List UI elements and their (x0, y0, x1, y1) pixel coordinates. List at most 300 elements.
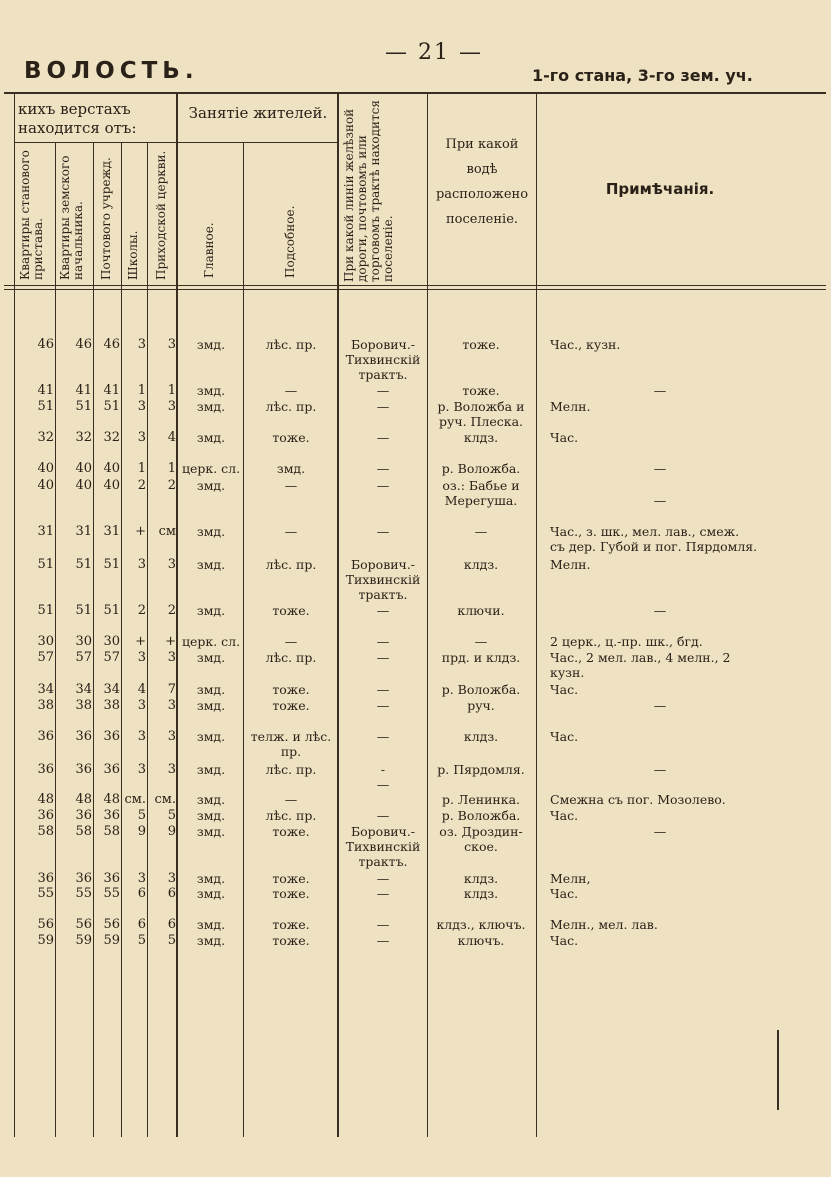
occupation-aux-text: лѣс. пр. (265, 557, 317, 572)
distance-stanovoy-cell (14, 762, 54, 777)
occupation-main-cell (178, 917, 244, 932)
road-line-cell (338, 762, 428, 792)
road-line-cell (338, 337, 428, 382)
water-body-text: тоже. (462, 383, 500, 398)
water-body-cell (428, 383, 534, 398)
distance-shkoly-text: 4 (137, 682, 146, 697)
distance-tserkov-text: см. (154, 792, 176, 807)
water-body-cell (428, 430, 534, 445)
road-line-text: трактъ. (358, 854, 408, 869)
water-body-cell (428, 933, 534, 948)
occupation-aux-cell (244, 871, 338, 886)
occupation-main-cell (178, 603, 244, 618)
water-body-text: ское. (464, 839, 498, 854)
remarks-cell (550, 337, 780, 352)
road-line-cell (338, 557, 428, 602)
occupation-main-text: змд. (196, 698, 226, 713)
occupation-aux-cell (244, 933, 338, 948)
distance-zemsky-cell (56, 524, 92, 539)
occupation-aux-cell (244, 792, 338, 807)
occupation-main-text: змд. (196, 557, 226, 572)
occupation-main-cell (178, 729, 244, 744)
distance-tserkov-cell (148, 383, 176, 398)
road-line-cell (338, 634, 428, 649)
distance-zemsky-cell (56, 399, 92, 414)
distance-stanovoy-text: 36 (37, 729, 54, 744)
distance-stanovoy-text: 34 (37, 682, 54, 697)
header-podsobnoe: Подсобное. (283, 205, 297, 278)
road-line-cell (338, 524, 428, 539)
distance-shkoly-cell (122, 603, 146, 618)
road-line-text: — (376, 524, 390, 539)
distance-shkoly-cell (122, 650, 146, 665)
distance-pochta-text: 30 (103, 634, 120, 649)
distance-tserkov-cell (148, 430, 176, 445)
road-line-cell (338, 603, 428, 618)
distance-zemsky-text: 36 (75, 729, 92, 744)
water-body-text: р. Воложба. (441, 808, 521, 823)
remarks-text: — (653, 762, 667, 777)
distance-stanovoy-text: 32 (37, 430, 54, 445)
distance-zemsky-cell (56, 461, 92, 476)
occupation-main-text: церк. сл. (181, 634, 241, 649)
water-body-cell (428, 917, 534, 932)
road-line-text: — (376, 634, 390, 649)
distance-stanovoy-text: 51 (37, 557, 54, 572)
remarks-cell (540, 762, 780, 777)
distance-tserkov-cell (148, 650, 176, 665)
road-line-text: — (376, 603, 390, 618)
distance-tserkov-cell (148, 634, 176, 649)
occupation-main-cell (178, 430, 244, 445)
occupation-main-text: змд. (196, 729, 226, 744)
distance-pochta-cell (94, 933, 120, 948)
water-body-cell (428, 399, 534, 429)
distance-pochta-text: 36 (103, 729, 120, 744)
distance-stanovoy-text: 38 (37, 698, 54, 713)
distance-tserkov-text: 3 (167, 337, 176, 352)
road-line-text: — (376, 430, 390, 445)
distance-zemsky-cell (56, 430, 92, 445)
distance-stanovoy-cell (14, 886, 54, 901)
distance-shkoly-text: 3 (137, 430, 146, 445)
road-line-text: — (376, 917, 390, 932)
distance-zemsky-cell (56, 871, 92, 886)
road-line-text: трактъ. (358, 587, 408, 602)
water-body-text: — (474, 634, 488, 649)
water-body-cell (428, 478, 534, 508)
distance-tserkov-cell (148, 478, 176, 493)
road-line-cell (338, 478, 428, 493)
distance-zemsky-cell (56, 808, 92, 823)
road-line-cell (338, 461, 428, 476)
distance-stanovoy-text: 40 (37, 478, 54, 493)
occupation-aux-text: — (284, 478, 298, 493)
distance-pochta-text: 48 (103, 792, 120, 807)
water-body-text: руч. (467, 698, 495, 713)
group-subheader-rule (14, 142, 176, 143)
occupation-aux-text: тоже. (272, 917, 310, 932)
occupation-aux-text: — (284, 634, 298, 649)
occupation-aux-cell (244, 461, 338, 476)
distance-pochta-text: 34 (103, 682, 120, 697)
water-body-cell (428, 729, 534, 744)
distance-zemsky-cell (56, 383, 92, 398)
occupation-aux-text: лѣс. пр. (265, 762, 317, 777)
road-line-text: трактъ. (358, 367, 408, 382)
distance-shkoly-cell (122, 824, 146, 839)
occupation-main-cell (178, 557, 244, 572)
water-body-text: ключи. (457, 603, 505, 618)
distance-pochta-text: 36 (103, 808, 120, 823)
occupation-main-text: змд. (196, 917, 226, 932)
distance-stanovoy-text: 51 (37, 603, 54, 618)
remarks-cell (540, 603, 780, 618)
distance-zemsky-text: 57 (75, 650, 92, 665)
occupation-main-cell (178, 762, 244, 777)
distance-pochta-cell (94, 603, 120, 618)
distance-stanovoy-cell (14, 524, 54, 539)
remarks-cell (540, 698, 780, 713)
water-body-cell (428, 650, 534, 665)
occupation-main-cell (178, 792, 244, 807)
road-line-text: — (376, 808, 390, 823)
distance-shkoly-cell (122, 478, 146, 493)
road-line-text: Борович.- (350, 337, 416, 352)
distance-shkoly-cell (122, 762, 146, 777)
distance-zemsky-text: 41 (75, 383, 92, 398)
distance-pochta-text: 56 (103, 917, 120, 932)
remarks-cell (540, 478, 780, 508)
distance-pochta-cell (94, 917, 120, 932)
distance-tserkov-cell (148, 461, 176, 476)
remarks-text: Час., кузн. (550, 337, 621, 352)
water-body-text: оз. Дроздин- (439, 824, 523, 839)
road-line-cell (338, 917, 428, 932)
distance-zemsky-cell (56, 792, 92, 807)
distance-shkoly-text: 6 (137, 886, 146, 901)
distance-pochta-cell (94, 524, 120, 539)
distance-shkoly-cell (122, 337, 146, 352)
distance-stanovoy-text: 41 (37, 383, 54, 398)
distance-stanovoy-text: 48 (37, 792, 54, 807)
distance-tserkov-cell (148, 824, 176, 839)
distance-tserkov-text: 1 (167, 383, 176, 398)
water-body-cell (428, 698, 534, 713)
remarks-text: Час., 2 мел. лав., 4 мелн., 2 (550, 650, 731, 665)
remarks-text: Час. (550, 933, 579, 948)
distance-pochta-cell (94, 383, 120, 398)
occupation-aux-text: пр. (280, 744, 302, 759)
water-body-text: р. Воложба. (441, 461, 521, 476)
distance-stanovoy-text: 36 (37, 871, 54, 886)
remarks-text: Мелн, (550, 871, 591, 886)
header-shkoly: Школы. (126, 230, 140, 280)
distance-stanovoy-cell (14, 634, 54, 649)
distance-pochta-cell (94, 682, 120, 697)
distance-pochta-text: 58 (103, 824, 120, 839)
water-body-text: оз.: Бабье и (442, 478, 520, 493)
road-line-text: Борович.- (350, 557, 416, 572)
distance-zemsky-text: 56 (75, 917, 92, 932)
distance-zemsky-text: 40 (75, 478, 92, 493)
distance-shkoly-cell (122, 871, 146, 886)
distance-tserkov-text: 4 (167, 430, 176, 445)
distance-stanovoy-cell (14, 871, 54, 886)
distance-tserkov-cell (148, 698, 176, 713)
distance-pochta-cell (94, 808, 120, 823)
remarks-text: Мелн., мел. лав. (550, 917, 658, 932)
occupation-main-cell (178, 399, 244, 414)
distance-zemsky-text: 36 (75, 808, 92, 823)
page-number: — 21 — (385, 40, 483, 65)
road-line-cell (338, 650, 428, 665)
road-line-text: — (376, 682, 390, 697)
distance-pochta-text: 36 (103, 871, 120, 886)
remarks-text: — (653, 461, 667, 476)
distance-pochta-text: 32 (103, 430, 120, 445)
distance-stanovoy-cell (14, 808, 54, 823)
road-line-cell (338, 871, 428, 886)
distance-tserkov-text: 6 (167, 886, 176, 901)
water-body-text: р. Воложба. (441, 682, 521, 697)
road-line-text: — (376, 399, 390, 414)
occupation-main-text: змд. (196, 524, 226, 539)
distance-pochta-cell (94, 650, 120, 665)
header-distance-group: кихъ верстахъ находится отъ: (18, 100, 137, 137)
distance-zemsky-text: 38 (75, 698, 92, 713)
occupation-aux-text: лѣс. пр. (265, 808, 317, 823)
remarks-text: Смежна съ пог. Мозолево. (550, 792, 726, 807)
water-body-text: р. Ленинка. (441, 792, 520, 807)
occupation-aux-text: — (284, 383, 298, 398)
distance-pochta-cell (94, 634, 120, 649)
distance-stanovoy-text: 59 (37, 933, 54, 948)
road-line-text: — (376, 478, 390, 493)
distance-shkoly-cell (122, 917, 146, 932)
distance-tserkov-text: 3 (167, 871, 176, 886)
occupation-aux-cell (244, 603, 338, 618)
distance-pochta-cell (94, 430, 120, 445)
occupation-main-text: змд. (196, 682, 226, 697)
distance-shkoly-text: 6 (137, 917, 146, 932)
water-body-text: клдз. (463, 430, 499, 445)
occupation-aux-cell (244, 634, 338, 649)
distance-shkoly-text: 3 (137, 698, 146, 713)
occupation-aux-text: тоже. (272, 886, 310, 901)
remarks-cell (550, 399, 780, 414)
occupation-aux-text: тоже. (272, 603, 310, 618)
water-body-cell (428, 762, 534, 777)
header-pochta: Почтового учрежд. (99, 157, 113, 280)
water-body-cell (428, 337, 534, 352)
occupation-main-text: змд. (196, 430, 226, 445)
distance-pochta-text: 31 (103, 524, 120, 539)
header-voda: При какой водѣ расположено поселеніе. (435, 137, 529, 227)
distance-shkoly-cell (122, 524, 146, 539)
distance-shkoly-text: 1 (137, 383, 146, 398)
water-body-text: клдз. (463, 871, 499, 886)
occupation-subheader-rule (178, 142, 338, 143)
remarks-text: 2 церк., ц.-пр. шк., бгд. (550, 634, 703, 649)
distance-zemsky-cell (56, 603, 92, 618)
road-line-cell (338, 886, 428, 901)
header-zemsky: Квартиры земского начальника. (58, 155, 85, 280)
occupation-main-text: змд. (196, 478, 226, 493)
distance-shkoly-cell (122, 792, 146, 807)
remarks-text: Час. (550, 729, 579, 744)
distance-tserkov-cell (148, 762, 176, 777)
distance-stanovoy-text: 56 (37, 917, 54, 932)
remarks-cell (550, 729, 780, 744)
distance-tserkov-text: 7 (167, 682, 176, 697)
remarks-text: — (653, 383, 667, 398)
road-line-cell (338, 399, 428, 414)
road-line-text: — (376, 777, 390, 792)
distance-shkoly-cell (122, 461, 146, 476)
distance-stanovoy-text: 46 (37, 337, 54, 352)
road-line-text: — (376, 698, 390, 713)
distance-zemsky-cell (56, 337, 92, 352)
distance-pochta-cell (94, 729, 120, 744)
occupation-aux-text: тоже. (272, 698, 310, 713)
distance-stanovoy-text: 51 (37, 399, 54, 414)
distance-pochta-cell (94, 337, 120, 352)
distance-pochta-text: 41 (103, 383, 120, 398)
distance-tserkov-text: 3 (167, 650, 176, 665)
remarks-text: — (653, 603, 667, 618)
distance-stanovoy-text: 36 (37, 808, 54, 823)
remarks-cell (550, 808, 780, 823)
distance-shkoly-cell (122, 383, 146, 398)
distance-tserkov-text: 5 (167, 808, 176, 823)
distance-zemsky-text: 55 (75, 886, 92, 901)
remarks-cell (550, 650, 780, 680)
occupation-aux-text: лѣс. пр. (265, 337, 317, 352)
occupation-main-text: змд. (196, 871, 226, 886)
occupation-aux-cell (244, 557, 338, 572)
header-doroga: При какой линіи желѣзной дороги, почтовомъ или торговомъ трактѣ находится поселеніе. (342, 100, 395, 282)
distance-zemsky-text: 51 (75, 399, 92, 414)
occupation-aux-text: телж. и лѣс. (250, 729, 332, 744)
distance-tserkov-text: 1 (167, 461, 176, 476)
distance-pochta-cell (94, 399, 120, 414)
road-line-text: Тихвинскій (345, 839, 421, 854)
distance-shkoly-cell (122, 729, 146, 744)
occupation-aux-text: тоже. (272, 824, 310, 839)
road-line-text: — (376, 383, 390, 398)
distance-tserkov-text: 5 (167, 933, 176, 948)
water-body-cell (428, 603, 534, 618)
occupation-main-cell (178, 698, 244, 713)
occupation-aux-cell (244, 762, 338, 777)
distance-zemsky-text: 58 (75, 824, 92, 839)
occupation-main-cell (178, 524, 244, 539)
remarks-text: Час., з. шк., мел. лав., смеж. (550, 524, 740, 539)
distance-shkoly-cell (122, 808, 146, 823)
distance-zemsky-cell (56, 933, 92, 948)
distance-zemsky-cell (56, 824, 92, 839)
remarks-cell (550, 917, 780, 932)
occupation-main-cell (178, 383, 244, 398)
distance-stanovoy-cell (14, 337, 54, 352)
distance-zemsky-text: 51 (75, 557, 92, 572)
distance-zemsky-cell (56, 557, 92, 572)
distance-pochta-cell (94, 478, 120, 493)
distance-stanovoy-cell (14, 729, 54, 744)
road-line-text: — (376, 871, 390, 886)
distance-shkoly-text: 5 (137, 808, 146, 823)
road-line-text: Тихвинскій (345, 352, 421, 367)
remarks-cell (550, 871, 780, 886)
distance-zemsky-text: 48 (75, 792, 92, 807)
remarks-cell (550, 886, 780, 901)
header-occupation-group: Занятіе жителей. (188, 104, 328, 122)
occupation-main-text: змд. (196, 792, 226, 807)
occupation-aux-text: лѣс. пр. (265, 399, 317, 414)
distance-stanovoy-cell (14, 461, 54, 476)
occupation-aux-cell (244, 698, 338, 713)
road-line-cell (338, 698, 428, 713)
distance-tserkov-text: 9 (167, 824, 176, 839)
road-line-text: Борович.- (350, 824, 416, 839)
distance-tserkov-cell (148, 603, 176, 618)
road-line-cell (338, 383, 428, 398)
distance-stanovoy-cell (14, 698, 54, 713)
occupation-main-cell (178, 682, 244, 697)
distance-pochta-text: 46 (103, 337, 120, 352)
distance-tserkov-text: 3 (167, 762, 176, 777)
road-line-cell (338, 682, 428, 697)
remarks-text: Час. (550, 430, 579, 445)
occupation-main-text: змд. (196, 383, 226, 398)
distance-tserkov-text: 3 (167, 729, 176, 744)
distance-pochta-cell (94, 698, 120, 713)
road-line-text: Тихвинскій (345, 572, 421, 587)
road-line-text: — (376, 933, 390, 948)
distance-tserkov-cell (148, 399, 176, 414)
remarks-text: Мелн. (550, 557, 591, 572)
remarks-text: Мелн. (550, 399, 591, 414)
distance-stanovoy-text: 36 (37, 762, 54, 777)
water-body-cell (428, 634, 534, 649)
distance-stanovoy-cell (14, 383, 54, 398)
distance-stanovoy-text: 58 (37, 824, 54, 839)
occupation-aux-cell (244, 808, 338, 823)
distance-zemsky-text: 34 (75, 682, 92, 697)
distance-tserkov-text: 2 (167, 478, 176, 493)
remarks-cell (550, 792, 780, 807)
occupation-main-cell (178, 478, 244, 493)
distance-tserkov-cell (148, 682, 176, 697)
remarks-text: Час. (550, 682, 579, 697)
water-body-cell (428, 461, 534, 476)
occupation-aux-text: — (284, 524, 298, 539)
road-line-text: - (380, 762, 386, 777)
remarks-cell (540, 461, 780, 476)
distance-pochta-text: 40 (103, 461, 120, 476)
header-glavnoe: Главное. (202, 222, 216, 278)
distance-pochta-cell (94, 886, 120, 901)
remarks-cell (550, 682, 780, 697)
distance-zemsky-text: 46 (75, 337, 92, 352)
distance-shkoly-cell (122, 933, 146, 948)
distance-zemsky-text: 59 (75, 933, 92, 948)
water-body-text: клдз. (463, 886, 499, 901)
water-body-text: руч. Плеска. (438, 414, 524, 429)
occupation-aux-cell (244, 824, 338, 839)
distance-tserkov-cell (148, 886, 176, 901)
